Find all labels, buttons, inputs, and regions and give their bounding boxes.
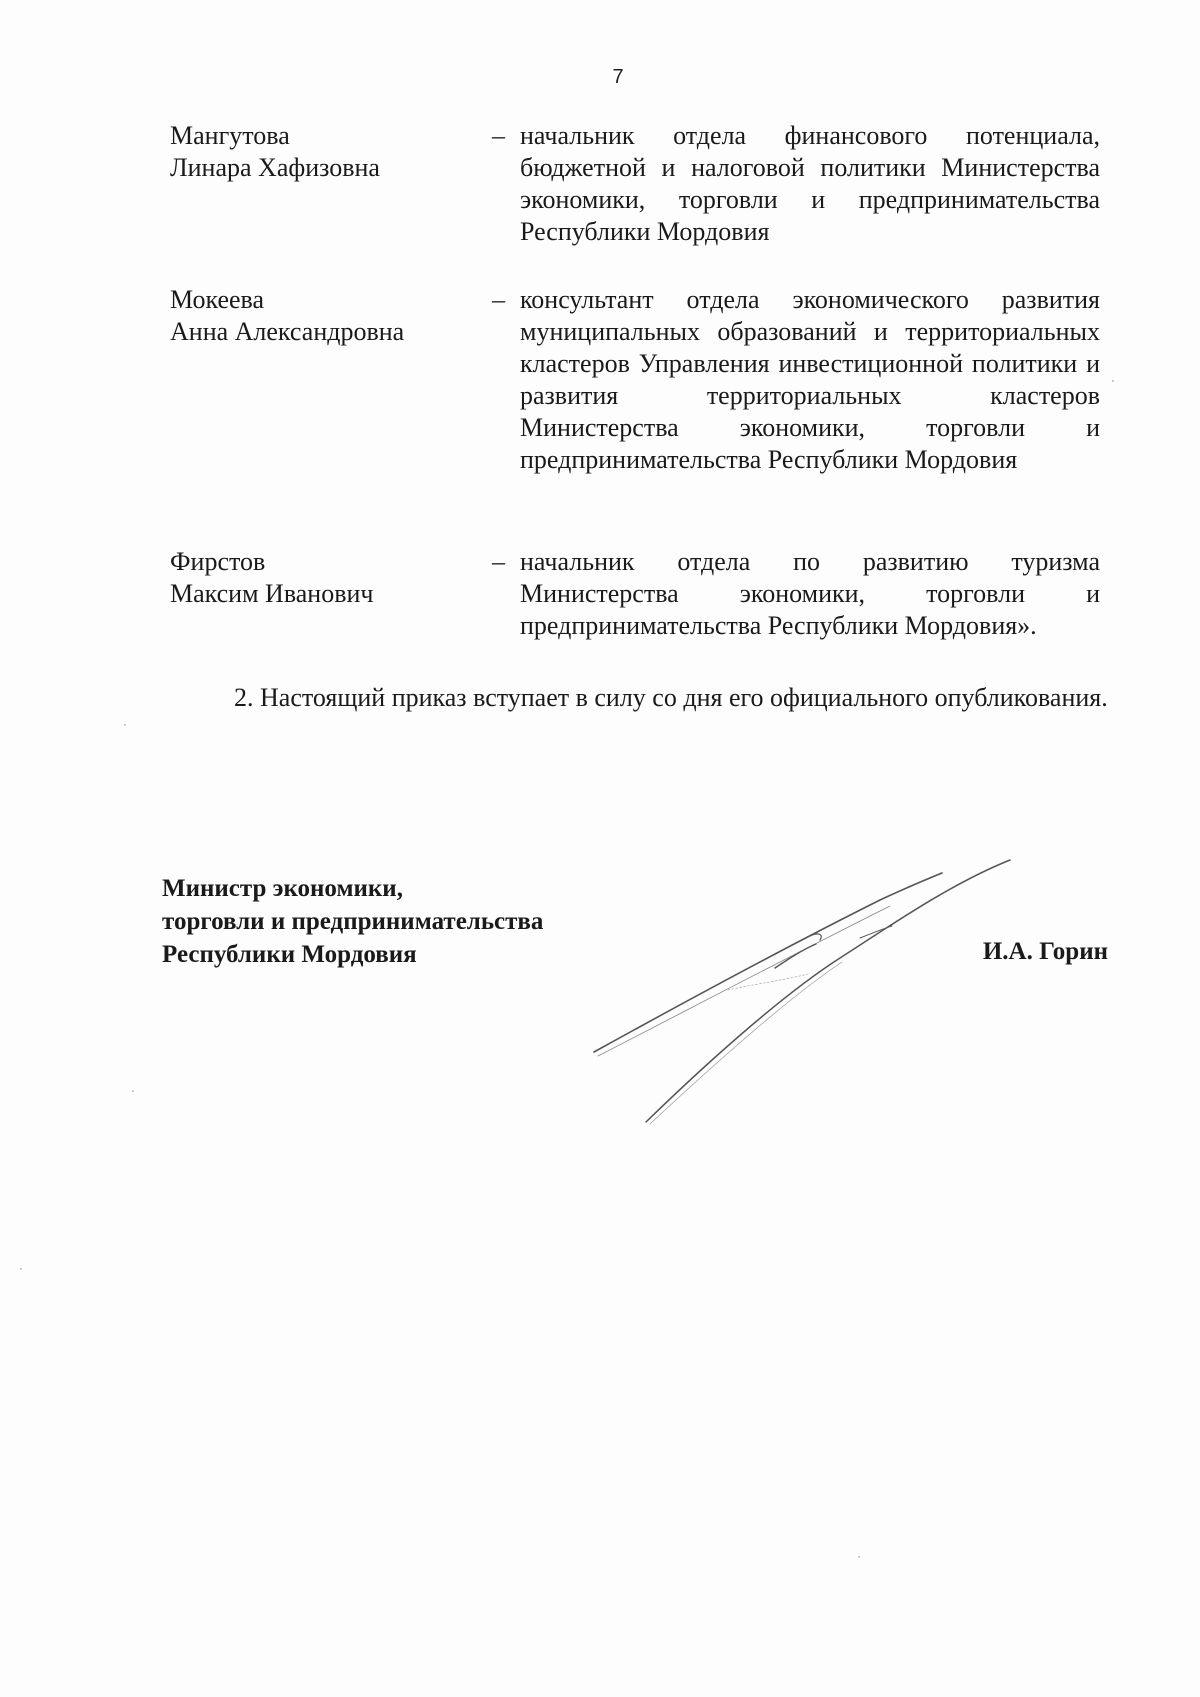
member-given-names: Линара Хафизовна (170, 153, 380, 182)
scan-speck (124, 724, 126, 726)
member-role: начальник отдела финансового потенциала, бюджетной и налоговой политики Министерства экономики, торговли и предпринимательства Республики Мордовия (520, 121, 1100, 246)
signatory-name: И.А. Горин (982, 938, 1108, 965)
member-surname: Фирстов (170, 547, 266, 576)
member-dash: – (492, 285, 505, 314)
scan-speck (132, 1090, 134, 1092)
member-surname: Мокеева (170, 285, 265, 314)
page-number: 7 (612, 66, 624, 88)
member-given-names: Анна Александровна (170, 317, 405, 346)
scan-speck (20, 1268, 22, 1270)
member-name (170, 284, 470, 348)
scan-speck (1112, 380, 1114, 382)
signatory-title-line: торговли и предпринимательства (162, 908, 544, 935)
member-dash: – (492, 121, 505, 150)
signatory-title-line: Министр экономики, (162, 875, 403, 902)
member-given-names: Максим Иванович (170, 579, 374, 608)
member-dash: – (492, 547, 505, 576)
member-role: начальник отдела по развитию туризма Министерства экономики, торговли и предпринимательства Республики Мордовия». (520, 547, 1100, 640)
scan-speck (858, 1556, 860, 1558)
member-name (170, 120, 470, 184)
member-surname: Мангутова (170, 121, 290, 150)
member-name (170, 546, 470, 610)
member-role: консультант отдела экономического развития муниципальных образований и территориальных кластеров Управления инвестиционной политики и развития территориальных кластеров Министерства экономики, торговли и предпринимательства Республики Мордовия (520, 285, 1100, 474)
signatory-title-line: Республики Мордовия (162, 941, 417, 968)
handwritten-signature (580, 840, 1020, 1130)
clause-effective-date: 2. Настоящий приказ вступает в силу со дня его официального опубликования. (234, 683, 1108, 712)
signatory-title (162, 872, 543, 971)
